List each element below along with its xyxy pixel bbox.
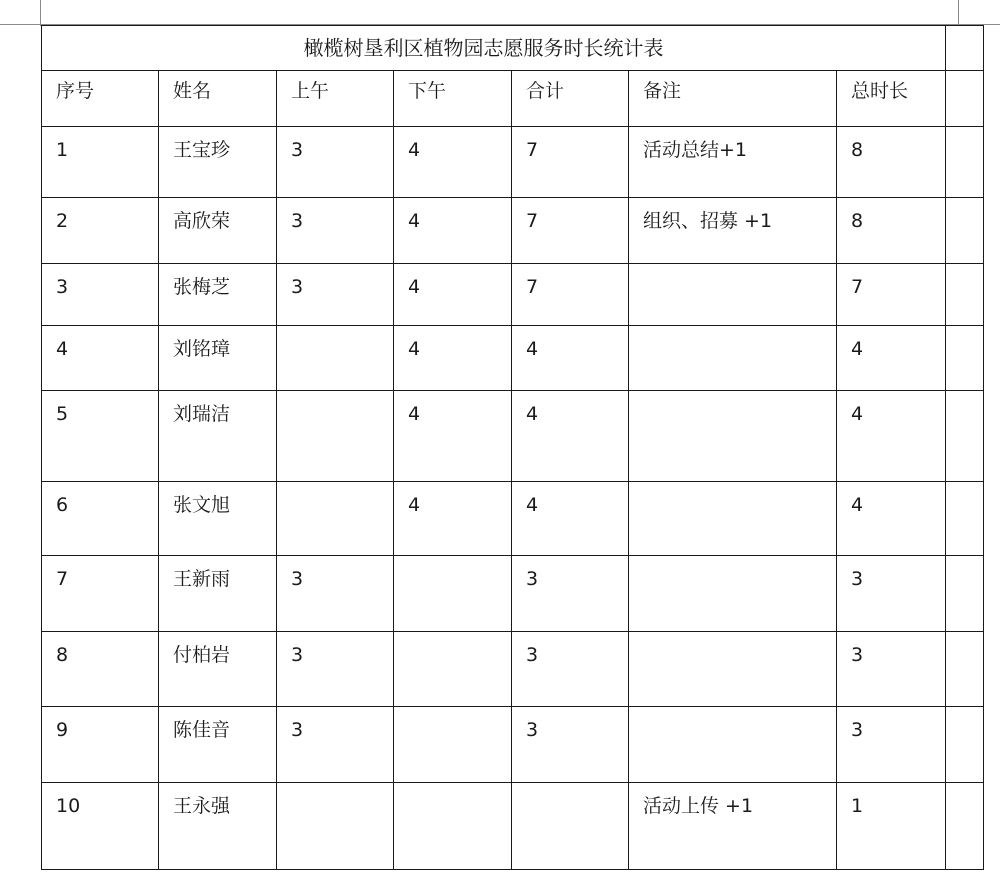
- cell-total-hours[interactable]: 4: [837, 482, 946, 556]
- page-edge-right-line: [958, 0, 959, 26]
- cell-remarks[interactable]: 活动总结+1: [629, 127, 837, 198]
- cell-morning[interactable]: 3: [277, 707, 394, 783]
- table-title[interactable]: 橄榄树垦利区植物园志愿服务时长统计表: [42, 26, 946, 71]
- table-row: [42, 707, 984, 783]
- cell-total-hours[interactable]: 3: [837, 556, 946, 632]
- cell-index[interactable]: 4: [42, 326, 159, 391]
- cell-index[interactable]: 3: [42, 264, 159, 326]
- cell-extra[interactable]: [946, 326, 984, 391]
- cell-total[interactable]: 3: [512, 707, 629, 783]
- cell-remarks[interactable]: 活动上传 +1: [629, 783, 837, 870]
- cell-extra[interactable]: [946, 391, 984, 482]
- table-row: [42, 556, 984, 632]
- cell-index[interactable]: 7: [42, 556, 159, 632]
- volunteer-hours-table: [41, 25, 984, 870]
- table-row: [42, 127, 984, 198]
- cell-extra[interactable]: [946, 707, 984, 783]
- page-edge-left-line: [40, 0, 41, 26]
- cell-extra[interactable]: [946, 632, 984, 707]
- cell-name[interactable]: 张文旭: [159, 482, 277, 556]
- header-cell-extra[interactable]: [946, 71, 984, 127]
- cell-total[interactable]: [512, 783, 629, 870]
- cell-name[interactable]: 王宝珍: [159, 127, 277, 198]
- cell-afternoon[interactable]: 4: [394, 198, 512, 264]
- cell-extra[interactable]: [946, 482, 984, 556]
- table-row: [42, 198, 984, 264]
- cell-name[interactable]: 刘瑞洁: [159, 391, 277, 482]
- cell-morning[interactable]: 3: [277, 127, 394, 198]
- cell-afternoon[interactable]: 4: [394, 482, 512, 556]
- header-cell-morning[interactable]: 上午: [277, 71, 394, 127]
- cell-remarks[interactable]: [629, 326, 837, 391]
- cell-remarks[interactable]: 组织、招募 +1: [629, 198, 837, 264]
- cell-afternoon[interactable]: [394, 556, 512, 632]
- cell-total-hours[interactable]: 4: [837, 326, 946, 391]
- table-row: [42, 632, 984, 707]
- cell-total[interactable]: 4: [512, 326, 629, 391]
- cell-morning[interactable]: [277, 326, 394, 391]
- cell-name[interactable]: 张梅芝: [159, 264, 277, 326]
- table-title-extra-cell[interactable]: [946, 26, 984, 71]
- table-row: [42, 326, 984, 391]
- cell-total[interactable]: 3: [512, 556, 629, 632]
- header-cell-total-hours[interactable]: 总时长: [837, 71, 946, 127]
- table-title-row: [42, 26, 984, 71]
- cell-total[interactable]: 4: [512, 482, 629, 556]
- cell-remarks[interactable]: [629, 707, 837, 783]
- cell-total-hours[interactable]: 3: [837, 707, 946, 783]
- previous-page-edge: [0, 0, 1000, 26]
- cell-afternoon[interactable]: [394, 783, 512, 870]
- cell-total-hours[interactable]: 1: [837, 783, 946, 870]
- cell-afternoon[interactable]: 4: [394, 326, 512, 391]
- cell-index[interactable]: 5: [42, 391, 159, 482]
- table-row: [42, 391, 984, 482]
- cell-morning[interactable]: 3: [277, 632, 394, 707]
- table-row: [42, 482, 984, 556]
- table-header-row: [42, 71, 984, 127]
- cell-remarks[interactable]: [629, 391, 837, 482]
- cell-total[interactable]: 7: [512, 264, 629, 326]
- cell-name[interactable]: 付柏岩: [159, 632, 277, 707]
- cell-morning[interactable]: [277, 391, 394, 482]
- header-cell-name[interactable]: 姓名: [159, 71, 277, 127]
- cell-total[interactable]: 3: [512, 632, 629, 707]
- cell-index[interactable]: 10: [42, 783, 159, 870]
- cell-remarks[interactable]: [629, 264, 837, 326]
- cell-index[interactable]: 8: [42, 632, 159, 707]
- cell-name[interactable]: 高欣荣: [159, 198, 277, 264]
- cell-index[interactable]: 6: [42, 482, 159, 556]
- cell-morning[interactable]: 3: [277, 556, 394, 632]
- table-row: [42, 264, 984, 326]
- cell-total[interactable]: 7: [512, 127, 629, 198]
- cell-total-hours[interactable]: 8: [837, 198, 946, 264]
- cell-remarks[interactable]: [629, 632, 837, 707]
- cell-remarks[interactable]: [629, 556, 837, 632]
- cell-total[interactable]: 7: [512, 198, 629, 264]
- cell-extra[interactable]: [946, 127, 984, 198]
- cell-name[interactable]: 刘铭璋: [159, 326, 277, 391]
- cell-extra[interactable]: [946, 556, 984, 632]
- cell-afternoon[interactable]: 4: [394, 391, 512, 482]
- cell-name[interactable]: 王永强: [159, 783, 277, 870]
- header-cell-afternoon[interactable]: 下午: [394, 71, 512, 127]
- cell-name[interactable]: 陈佳音: [159, 707, 277, 783]
- cell-index[interactable]: 1: [42, 127, 159, 198]
- cell-morning[interactable]: 3: [277, 198, 394, 264]
- cell-total-hours[interactable]: 7: [837, 264, 946, 326]
- cell-total-hours[interactable]: 4: [837, 391, 946, 482]
- cell-afternoon[interactable]: [394, 707, 512, 783]
- cell-index[interactable]: 9: [42, 707, 159, 783]
- cell-afternoon[interactable]: 4: [394, 127, 512, 198]
- cell-name[interactable]: 王新雨: [159, 556, 277, 632]
- table-row: [42, 783, 984, 870]
- cell-afternoon[interactable]: [394, 632, 512, 707]
- header-cell-remarks[interactable]: 备注: [629, 71, 837, 127]
- cell-morning[interactable]: [277, 482, 394, 556]
- cell-total-hours[interactable]: 3: [837, 632, 946, 707]
- cell-extra[interactable]: [946, 264, 984, 326]
- cell-index[interactable]: 2: [42, 198, 159, 264]
- cell-morning[interactable]: [277, 783, 394, 870]
- cell-total[interactable]: 4: [512, 391, 629, 482]
- cell-afternoon[interactable]: 4: [394, 264, 512, 326]
- cell-total-hours[interactable]: 8: [837, 127, 946, 198]
- cell-extra[interactable]: [946, 198, 984, 264]
- header-cell-total[interactable]: 合计: [512, 71, 629, 127]
- header-cell-index[interactable]: 序号: [42, 71, 159, 127]
- cell-extra[interactable]: [946, 783, 984, 870]
- cell-remarks[interactable]: [629, 482, 837, 556]
- cell-morning[interactable]: 3: [277, 264, 394, 326]
